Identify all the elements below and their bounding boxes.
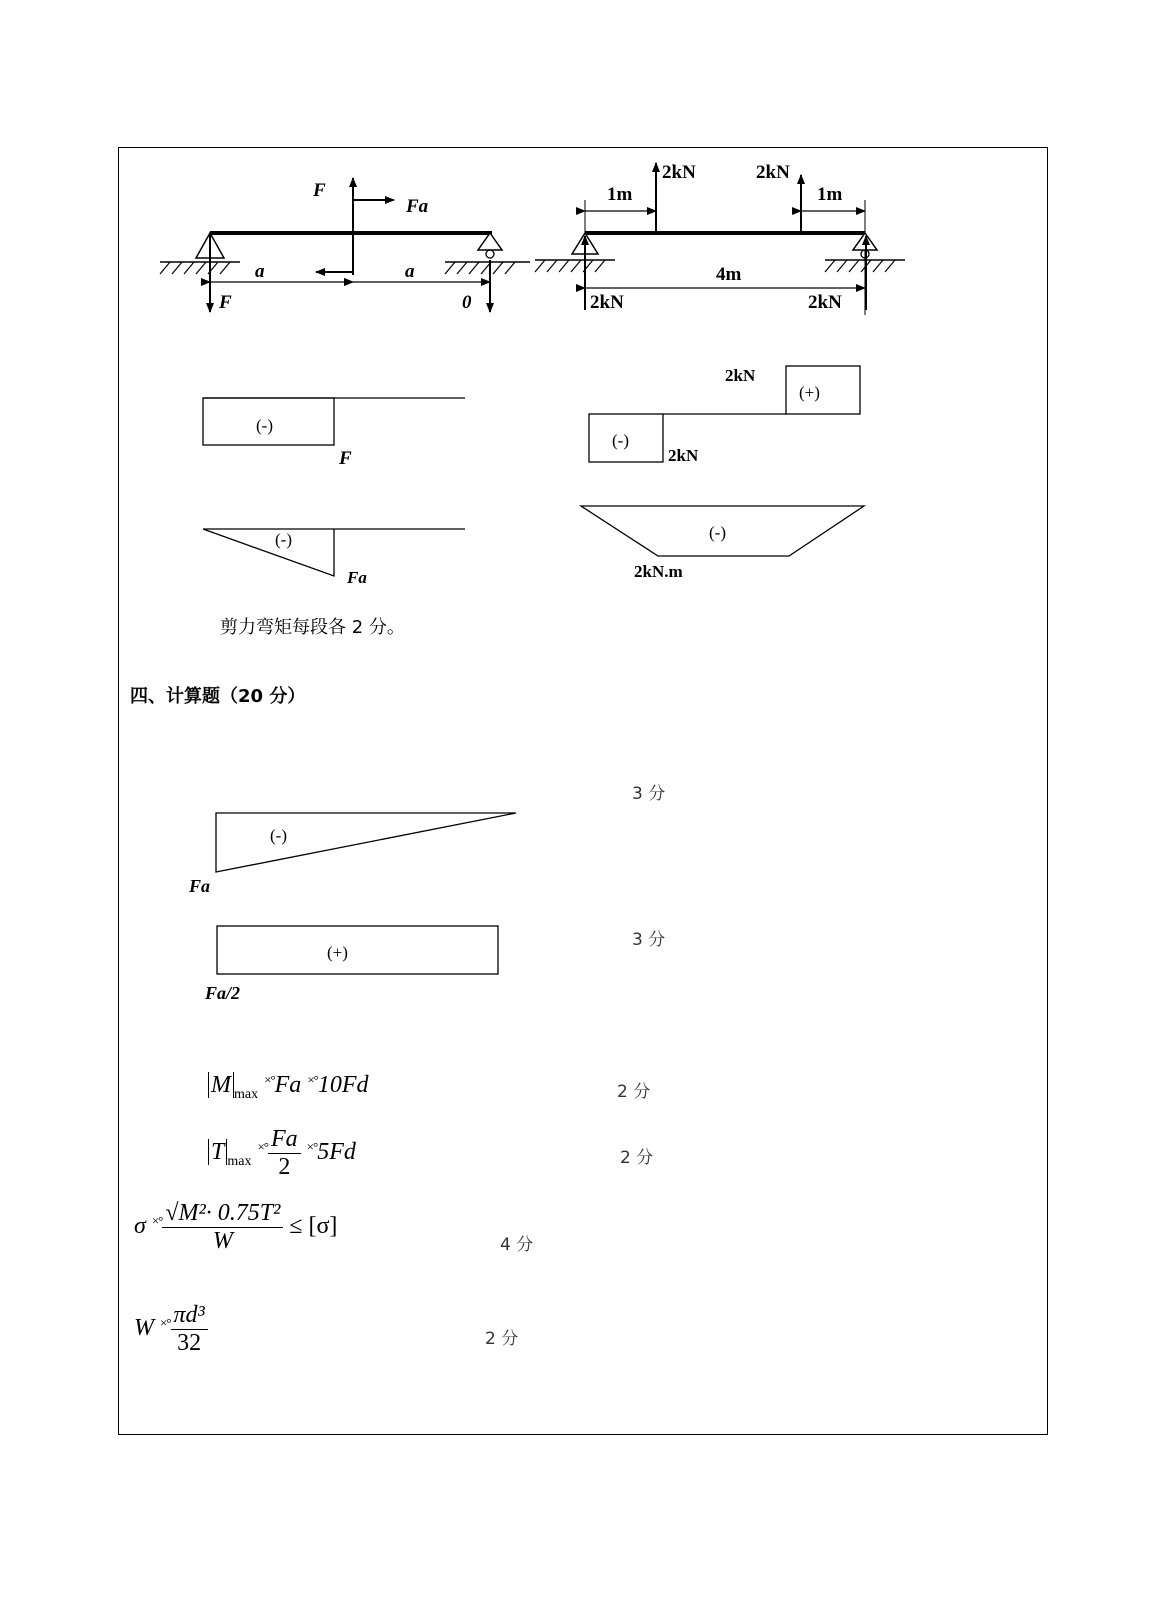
beam1-reaction-right: 0 — [462, 292, 472, 313]
beam1-dim-right: a — [405, 261, 415, 282]
beam2-reaction-right: 2kN — [808, 292, 842, 313]
calc-moment-value: Fa — [189, 876, 211, 896]
shear1-diagram — [203, 398, 465, 445]
beam1-moment-label: Fa — [406, 196, 429, 217]
shear2-value-neg: 2kN — [668, 446, 699, 465]
calc-moment-diagram — [216, 813, 516, 872]
calc-torque-diagram — [217, 926, 498, 974]
score-section-modulus: 2 分 — [485, 1329, 519, 1349]
calc-moment-sign: (-) — [270, 826, 287, 845]
shear2-sign-neg: (-) — [612, 431, 629, 450]
scoring-note: 剪力弯矩每段各 2 分。 — [220, 617, 405, 638]
moment1-sign: (-) — [275, 530, 292, 549]
shear1-value: F — [339, 448, 352, 469]
moment1-diagram — [203, 529, 465, 576]
beam1-dim-left: a — [255, 261, 265, 282]
beam2-dim-1m-left: 1m — [607, 184, 633, 205]
score-max-torque: 2 分 — [620, 1148, 654, 1168]
equation-max-moment: M $_{max}$ ×°Fa ×°10Fd — [208, 1072, 369, 1103]
moment2-value: 2kN.m — [634, 562, 683, 581]
moment1-value: Fa — [347, 568, 367, 587]
shear2-value-pos: 2kN — [725, 366, 756, 385]
score-moment-diagram: 3 分 — [632, 784, 666, 804]
moment2-sign: (-) — [709, 523, 726, 542]
beam2-dim-1m-right: 1m — [817, 184, 843, 205]
beam2-reaction-left: 2kN — [590, 292, 624, 313]
shear2-sign-pos: (+) — [799, 383, 820, 402]
score-torque-diagram: 3 分 — [632, 930, 666, 950]
beam1-reaction-left: F — [219, 292, 232, 313]
equation-max-torque: T $_{max}$ ×° $\frac{Fa}{2}$ ×°5Fd — [208, 1126, 356, 1181]
section-title: 四、计算题（20 分） — [130, 686, 306, 707]
beam1-force-label: F — [313, 180, 326, 201]
calc-torque-value: Fa/2 — [205, 983, 241, 1003]
beam2-span: 4m — [716, 264, 742, 285]
beam2-load-2: 2kN — [756, 162, 790, 183]
beam2-load-1: 2kN — [662, 162, 696, 183]
beam1-diagram — [160, 178, 530, 312]
equation-stress: σ ×° $\frac{\text{√M²· 0.75T²}}{W}$ ≤ [σ] — [134, 1200, 338, 1254]
shear1-sign: (-) — [256, 416, 273, 435]
equation-section-modulus: W ×° $\frac{\text{πd³}}{32}$ — [134, 1302, 208, 1357]
score-max-moment: 2 分 — [617, 1082, 651, 1102]
calc-torque-sign: (+) — [327, 943, 348, 962]
score-stress: 4 分 — [500, 1235, 534, 1255]
